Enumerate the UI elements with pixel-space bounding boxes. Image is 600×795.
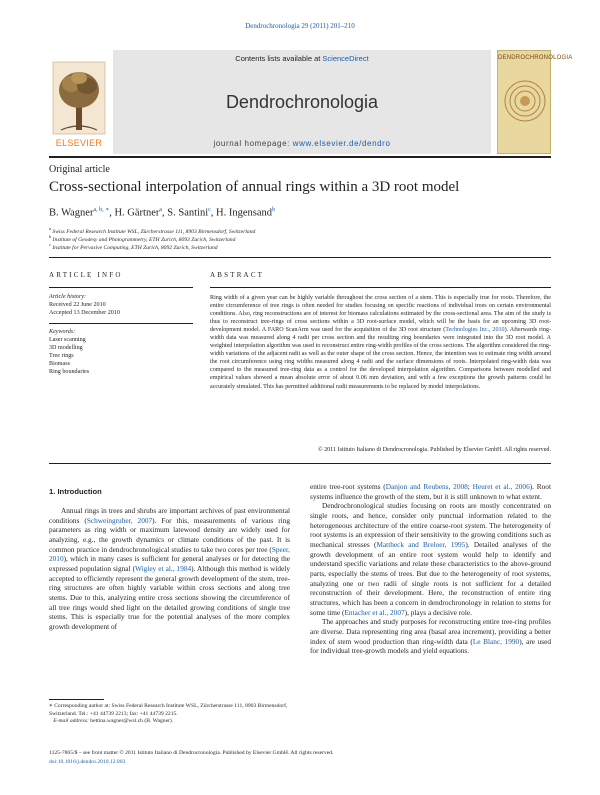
accepted-date: Accepted 13 December 2010 xyxy=(49,310,120,316)
citation-link[interactable]: Speer, 2010 xyxy=(49,544,290,564)
author-affiliation-mark[interactable]: a, b, ∗ xyxy=(93,207,110,213)
affiliation xyxy=(49,242,218,251)
keyword: Tree rings xyxy=(49,353,74,359)
doi-link[interactable]: doi:10.1016/j.dendro.2010.12.003 xyxy=(49,759,126,765)
contents-available-line xyxy=(113,54,491,63)
author-name[interactable]: S. Santini xyxy=(167,207,209,219)
keyword: Laser scanning xyxy=(49,337,86,343)
author-affiliation-mark[interactable]: c xyxy=(208,207,211,213)
keyword: Ring boundaries xyxy=(49,369,90,375)
article-info-heading: ARTICLE INFO xyxy=(49,271,123,279)
history-label: Article history: xyxy=(49,294,87,300)
text-run: ), are used for individual tree-growth models and yield equations. xyxy=(310,636,551,656)
email-line xyxy=(49,718,297,726)
copyright-notice: © 2011 Istituto Italiano di Dendrocronologia. Published by Elsevier GmbH. All rights reserved. xyxy=(317,447,551,453)
text-run: The approaches and study purposes for reconstructing entire tree-ring profiles are diverse. Data representing ring area (basal area increment), providing a better index of stem wood production than ring-width data ( xyxy=(310,617,551,646)
affiliation-text: Swiss Federal Research Institute WSL, Zürcherstrasse 111, 8903 Birmensdorf, Switzerland xyxy=(52,228,256,235)
corresponding-author-footnote xyxy=(49,703,297,726)
text-run: ; xyxy=(467,482,473,491)
journal-reference[interactable]: Dendrochronologia 29 (2011) 201–210 xyxy=(245,22,355,30)
keywords-label: Keywords: xyxy=(49,329,76,335)
abstract-bottom-rule xyxy=(49,463,551,464)
journal-homepage-line xyxy=(113,139,491,148)
cover-rings-icon xyxy=(498,61,552,141)
paragraph xyxy=(310,501,551,617)
author-affiliation-mark[interactable]: a xyxy=(159,207,163,213)
citation-link[interactable]: Wigley et al., 1984 xyxy=(135,563,192,573)
text-run: ). Although this method is widely accepted to efficiently represent the general growth development of the stem, tree-ring structures are often highly variable within cross sections and along tree stems. Due to this, analyzing entire cross sections showing the circumference of all tree rings would shed light on the detailed growing conditions of single tree stems. This is especially true for the potential analyses of the more complex growth development of xyxy=(49,563,290,631)
abstract-text xyxy=(210,294,551,391)
abstract-rule xyxy=(210,287,551,288)
received-date: Received 22 June 2010 xyxy=(49,302,106,308)
abstract-text-part: ). Afterwards ring-width data was measured along 4 radii per cross section and the resulting ring boundaries were integrated into the 3D root model. A weighted interpolation algorithm was used to reconstruct entire ring-width profiles of the cross sections. The algorithm considered the ring-width variations of the adjacent radii as well as the outer shape of the cross section. Hence, the intention was to estimate ring width around the root circumference using ring widths measured along 4 radii and the surface dimensions of roots. Interpolated ring-width data was compared to the measured tree-ring data as a control for the developed interpolation algorithm. Comparisons between modelled and empirical values showed a mean absolute error of about 0.06 mm deviation, and with a few exceptions the growth patterns could be accurately simulated. This has permitted additional radii measurements to be replaced by model interpolations. xyxy=(210,327,551,390)
keywords-rule xyxy=(49,323,193,324)
footnote-rule xyxy=(49,699,104,700)
cover-title: DENDROCHRONOLOGIA xyxy=(498,55,573,61)
email-address[interactable]: bettina.wagner@wsl.ch (B. Wagner). xyxy=(88,718,174,725)
keyword: 3D modelling xyxy=(49,345,83,351)
citation-link[interactable]: Entacher et al., 2007 xyxy=(344,607,405,617)
citation-link[interactable]: Technologies Inc., 2010 xyxy=(445,327,505,334)
homepage-link[interactable]: www.elsevier.de/dendro xyxy=(292,139,391,148)
section-heading-introduction: 1. Introduction xyxy=(49,487,102,496)
citation-link[interactable]: Le Blanc, 1990 xyxy=(472,636,520,646)
header-rule xyxy=(49,156,551,158)
paragraph xyxy=(310,617,551,656)
author-name[interactable]: H. Ingensand xyxy=(216,207,273,219)
citation-link[interactable]: Danjon and Reubens, 2008 xyxy=(385,482,468,491)
paragraph xyxy=(49,506,290,632)
journal-cover xyxy=(497,50,573,154)
affiliation-mark: a xyxy=(49,226,51,231)
author-name[interactable]: B. Wagner xyxy=(49,207,94,219)
tree-logo-icon xyxy=(49,58,109,138)
email-label: E-mail address: xyxy=(53,718,89,725)
text-run: Dendrochronological studies focusing on roots are mostly concentrated on single roots, and hence, consider only punctual information related to the heterogeneous architecture of the entire coarse-root system. The heterogeneity of root systems is an expression of their sensitivity to the growing conditions such as mechanical stresses ( xyxy=(310,501,551,549)
keyword: Biomass xyxy=(49,361,70,367)
corresponding-author-text: ∗ Corresponding author at: Swiss Federal Research Institute WSL, Zürcherstrasse 111, 8903 Birmensdorf, Switzerland. Tel.: +41 44739 2213; fax: +41 44739 2215. xyxy=(49,703,288,717)
text-run: ), plays a decisive role. xyxy=(404,607,472,617)
text-run: entire tree-root systems ( xyxy=(310,482,386,491)
paragraph xyxy=(310,482,551,501)
body-column-right xyxy=(310,482,551,656)
article-title: Cross-sectional interpolation of annual rings within a 3D root model xyxy=(49,179,460,195)
text-run: ). Root systems influence the growth of the stem, but it is still unknown to what extent. xyxy=(310,482,551,501)
author-name[interactable]: H. Gärtner xyxy=(114,207,160,219)
journal-title: Dendrochronologia xyxy=(225,92,379,112)
article-type: Original article xyxy=(49,164,110,175)
sciencedirect-link[interactable]: ScienceDirect xyxy=(322,54,369,63)
issn-notice: 1125-7865/$ – see front matter © 2011 Istituto Italiano di Dendrocronologia. Published by Elsevier GmbH. All rights reserved. xyxy=(49,750,334,756)
text-run: ), which in many cases is sufficient for general analyses or for detecting the expressed population signal ( xyxy=(49,554,290,573)
publisher-name: ELSEVIER xyxy=(55,138,103,148)
text-run: ). For this, measurements of various ring parameters as ring width or maximum latewood density are widely used for analyzing, e.g., the growth dynamics or climate conditions of the past. It is common practice in dendrochronological studies to take two cores per tree ( xyxy=(49,515,290,554)
contents-prefix: Contents lists available at xyxy=(235,54,323,63)
journal-header xyxy=(49,50,573,154)
citation-link[interactable]: Schweingruber, 2007 xyxy=(86,515,153,525)
text-run: ). Detailed analyses of the growth development of an entire root system would help to identify and understand specific variations and relate these characteristics to the above-ground parts, especially the stems of trees. But due to the heterogeneity of root systems, analyzing one or two radii of single roots is not sufficient for a detailed reconstruction of their development. Here, the reconstruction of entire ring structures, which has been a concern in dendrochronology in relation to stems for some time ( xyxy=(310,539,552,617)
affiliation-mark: b xyxy=(49,234,52,239)
text-run: Annual rings in trees and shrubs are important archives of past environmental conditions ( xyxy=(49,506,290,525)
affiliation-mark: c xyxy=(49,242,51,247)
article-info-rule xyxy=(49,287,193,288)
affiliation-text: Institute of Geodesy and Photogrammetry, ETH Zurich, 8093 Zurich, Switzerland xyxy=(52,236,236,243)
abstract-heading: ABSTRACT xyxy=(210,271,265,279)
citation-link[interactable]: Mattheck and Breloer, 1995 xyxy=(376,539,466,549)
citation-link[interactable]: Heuret et al., 2006 xyxy=(472,482,530,491)
author-list: B. Wagner$^{a, b, ∗}$, H. Gärtner$^a$, S. Santini$^c$, H. Ingensand$^b$ xyxy=(49,207,276,219)
affiliation-text: Institute for Pervasive Computing, ETH Zurich, 8092 Zurich, Switzerland xyxy=(52,244,218,251)
author-affiliation-mark[interactable]: b xyxy=(272,207,276,213)
title-rule xyxy=(49,257,551,258)
homepage-prefix: journal homepage: xyxy=(213,139,293,148)
abstract-text-part: Ring width of a given year can be highly variable throughout the cross section of a stem. This is especially true for roots. Therefore, the entire circumference of tree rings is often needed for studies focusing on specific reactions of individual trees on certain environmental conditions. Also, ring reconstructions are of interest for biomass calculations estimated by the cross-sectional area. The aim of the study is thus to reconstruct tree-rings of cross sections within a 3D root-surface model, which will be the basis for an upcoming 3D root-development model. A FARO ScanArm was used for the acquisition of the 3D root structure ( xyxy=(210,295,551,334)
body-column-left xyxy=(49,506,290,632)
